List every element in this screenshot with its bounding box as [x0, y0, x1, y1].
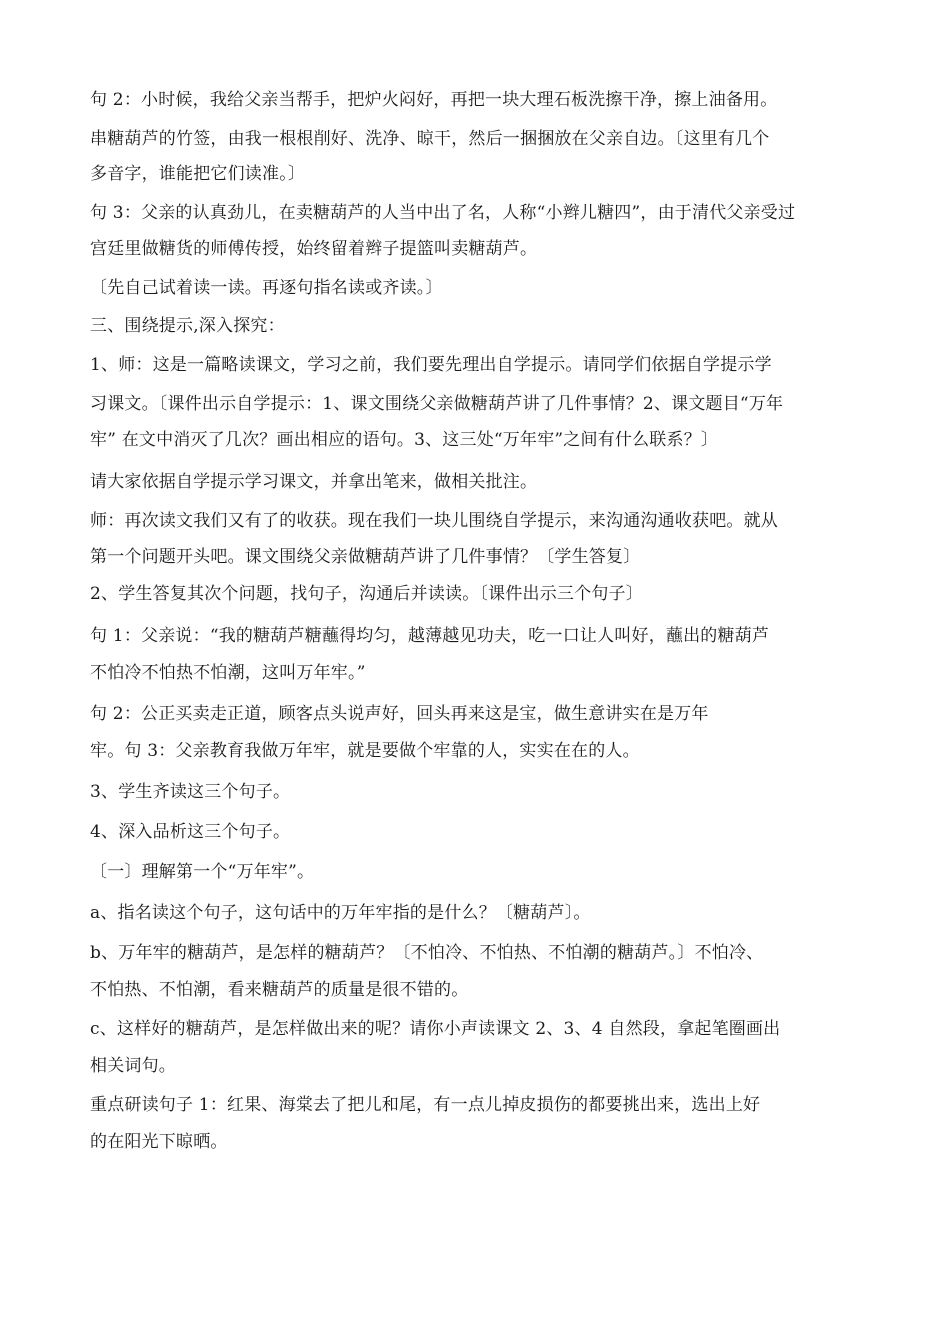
text-line: 的在阳光下晾晒。 — [90, 1132, 228, 1152]
text-line: 3、学生齐读这三个句子。 — [90, 782, 291, 802]
text-line: 宫廷里做糖货的师傅传授，始终留着辫子提篮叫卖糖葫芦。 — [90, 239, 538, 259]
text-line: 重点研读句子 1：红果、海棠去了把儿和尾，有一点儿掉皮损伤的都要挑出来，选出上好 — [90, 1095, 761, 1115]
text-line: 第一个问题开头吧。课文围绕父亲做糖葫芦讲了几件事情？〔学生答复〕 — [90, 547, 641, 567]
text-line: 牢” 在文中消灭了几次？画出相应的语句。3、这三处“万年牢”之间有什么联系？〕 — [90, 430, 719, 450]
text-line: 不怕冷不怕热不怕潮，这叫万年牢。” — [90, 663, 366, 683]
text-line: 多音字，谁能把它们读准。〕 — [90, 164, 306, 184]
text-line: 牢。句 3：父亲教育我做万年牢，就是要做个牢靠的人，实实在在的人。 — [90, 741, 640, 761]
text-line: 句 3：父亲的认真劲儿，在卖糖葫芦的人当中出了名，人称“小辫儿糖四”，由于清代父亲受过 — [90, 203, 796, 223]
text-line: 1、师：这是一篇略读课文，学习之前，我们要先理出自学提示。请同学们依据自学提示学 — [90, 355, 772, 375]
text-line: 句 2：小时候，我给父亲当帮手，把炉火闷好，再把一块大理石板洗擦干净，擦上油备用。 — [90, 90, 778, 110]
text-line: 4、深入品析这三个句子。 — [90, 822, 291, 842]
subsection-heading: 〔一〕理解第一个“万年牢”。 — [90, 862, 315, 882]
text-line: 2、学生答复其次个问题，找句子，沟通后并读读。〔课件出示三个句子〕 — [90, 584, 643, 604]
text-line: c、这样好的糖葫芦，是怎样做出来的呢？请你小声读课文 2、3、4 自然段，拿起笔圈画出 — [90, 1019, 781, 1039]
text-line: 不怕热、不怕潮，看来糖葫芦的质量是很不错的。 — [90, 980, 469, 1000]
text-line: 师：再次读文我们又有了的收获。现在我们一块儿围绕自学提示，来沟通沟通收获吧。就从 — [90, 511, 778, 531]
text-line: a、指名读这个句子，这句话中的万年牢指的是什么？〔糖葫芦〕。 — [90, 903, 591, 923]
text-line: 习课文。〔课件出示自学提示：1、课文围绕父亲做糖葫芦讲了几件事情？2、课文题目“万年 — [90, 394, 784, 414]
text-line: 相关词句。 — [90, 1056, 176, 1076]
text-line: 串糖葫芦的竹签，由我一根根削好、洗净、晾干，然后一捆捆放在父亲自边。〔这里有几个 — [90, 129, 770, 149]
section-heading: 三、围绕提示,深入探究： — [90, 316, 285, 336]
text-line: b、万年牢的糖葫芦，是怎样的糖葫芦？〔不怕冷、不怕热、不怕潮的糖葫芦。〕不怕冷、 — [90, 943, 764, 963]
text-line: 句 2：公正买卖走正道，顾客点头说声好，回头再来这是宝，做生意讲实在是万年 — [90, 704, 709, 724]
text-line: 〔先自己试着读一读。再逐句指名读或齐读。〕 — [90, 278, 443, 298]
text-line: 句 1：父亲说：“我的糖葫芦糖蘸得均匀，越薄越见功夫，吃一口让人叫好，蘸出的糖葫芦 — [90, 626, 770, 646]
text-line: 请大家依据自学提示学习课文，并拿出笔来，做相关批注。 — [90, 472, 538, 492]
